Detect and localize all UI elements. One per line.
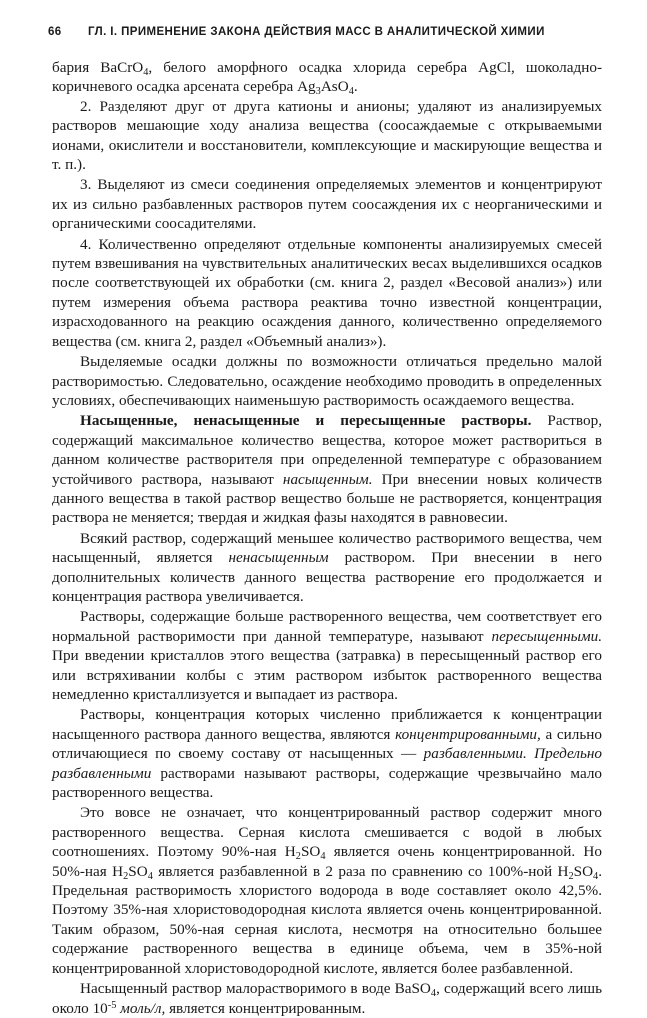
term-concentrated: концентрированными, — [395, 725, 541, 743]
paragraph-item-4: 4. Количественно определяют отдельные компоненты анализируемых смесей путем взвешивания на чувствительных аналитических весах выделившихся осадков после соответствующей их обработки (см. книга 2, раздел «Весовой анализ») или путем измерения объема раствора реактива точно известной концентрации, израсходованного на реакцию осаждения данного, количественно определяемого вещества (см. книга 2, раздел «Объемный анализ»). — [52, 235, 602, 350]
paragraph-item-3: 3. Выделяют из смеси соединения определяемых элементов и концентрируют их из сильно разбавленных растворов путем соосаждения их с неорганическими и органическими соосадителями. — [52, 176, 602, 233]
page-body — [52, 58, 602, 1018]
paragraph-supersaturated: Растворы, содержащие больше растворенного вещества, чем соответствует его нормальной растворимости при данной температуре, называют пересыщенными. При введении кристаллов этого вещества (затравка) в пересыщенный раствор его или встряхивании колбы с этим раствором избыток растворенного вещества немедленно кристаллизуется и выпадает из раствора. — [52, 608, 602, 703]
term-supersaturated: пересыщенными. — [491, 627, 602, 645]
running-title: ГЛ. I. ПРИМЕНЕНИЕ ЗАКОНА ДЕЙСТВИЯ МАСС В АНАЛИТИЧЕСКОЙ ХИМИИ — [88, 26, 545, 38]
paragraph-continuation: бария BaCrO$_4$, белого аморфного осадка хлорида серебра AgCl, шоколадно-коричневого осадка арсената серебра $Ag_3AsO_4$. — [52, 59, 603, 98]
term-unsaturated: ненасыщенным — [228, 549, 329, 567]
term-diluted: разбавленными. — [423, 745, 527, 763]
paragraph-unsaturated: Всякий раствор, содержащий меньшее количество растворимого вещества, чем насыщенный, является ненасыщенным раствором. При внесении в него дополнительных количеств данного вещества растворение его продолжается и концентрация раствора увеличивается. — [52, 529, 602, 605]
running-header — [48, 26, 608, 38]
paragraph-sulfuric-acid: Это вовсе не означает, что концентрированный раствор содержит много растворенного вещества. Серная кислота смешивается с водой в любых соотношениях. Поэтому 90%-ная $H_2SO_4$ является очень концентрированной. Но 50%-ная $H_2SO_4$ является разбавленной в 2 раза по сравнению со 100%-ной $H_2SO_4$. Предельная растворимость хлористого водорода в воде составляет около 42,5%. Поэтому 35%-ная хлористоводородная кислота является очень концентрированной. Таким образом, 50%-ная серная кислота, несмотря на относительно большее содержание растворенного вещества в единице объема, чем в 35%-ной концентрированной хлористоводородной кислоте, является более разбавленной. — [52, 804, 603, 977]
page-number: 66 — [48, 26, 62, 38]
paragraph-item-2: 2. Разделяют друг от друга катионы и анионы; удаляют из анализируемых растворов мешающие ходу анализа вещества (соосаждаемые с открываемыми ионами, окислители и восстановители, комплексующие и маскирующие вещества и т. п.). — [52, 97, 602, 174]
term-saturated: насыщенным. — [282, 470, 373, 488]
term-extremely-diluted: Предельно разбавленными — [52, 745, 602, 782]
paragraph-barium-sulfate: Насыщенный раствор малорастворимого в воде BaSO$_4$, содержащий всего лишь около $10^{-5}$ моль/л, является концентрированным. — [52, 980, 602, 1017]
paragraph-concentrated: Растворы, концентрация которых численно приближается к концентрации насыщенного раствора данного вещества, являются концентрированными, а сильно отличающиеся по своему составу от насыщенных — разбавленными. Предельно разбавленными растворами называют растворы, содержащие чрезвычайно мало растворенного вещества. — [52, 706, 602, 802]
section-heading: Насыщенные, ненасыщенные и пересыщенные растворы. — [80, 412, 532, 430]
paragraph-precipitates: Выделяемые осадки должны по возможности отличаться предельно малой растворимостью. Следовательно, осаждение необходимо проводить в определенных условиях, обеспечивающих наименьшую растворимость осаждаемого вещества. — [52, 353, 602, 409]
unit-mol-per-liter: моль/л, — [120, 999, 166, 1017]
paragraph-saturated: Насыщенные, ненасыщенные и пересыщенные растворы. Раствор, содержащий максимальное количество вещества, которое может раствориться в данном количестве растворителя при определенной температуре с образованием устойчивого раствора, называют насыщенным. При внесении новых количеств данного вещества в такой раствор вещество больше не растворяется, концентрация раствора не меняется; твердая и жидкая фазы находятся в равновесии. — [52, 412, 602, 527]
